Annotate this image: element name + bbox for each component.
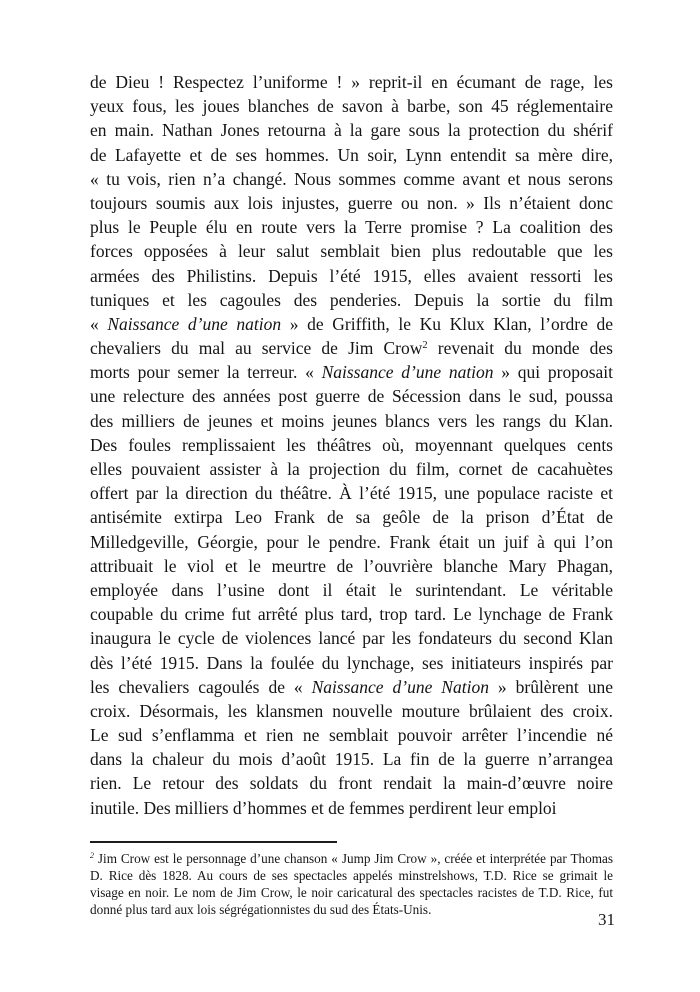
main-paragraph [90, 70, 613, 820]
text-line: des milliers de jeunes et moins jeunes blancs vers les rangs du Klan. [90, 410, 613, 431]
text-line: yeux fous, les joues blanches de savon à barbe, son 45 réglementaire [90, 96, 613, 117]
text-line: dès l’été 1915. Dans la foulée du lynchage, ses initiateurs inspirés par [90, 652, 613, 673]
text-line: Milledgeville, Géorgie, pour le pendre. Frank était un juif à qui l’on [90, 531, 613, 552]
text-line: donné plus tard aux lois ségrégationnistes du sud des États-Unis. [90, 902, 432, 918]
text-line: « Naissance d’une nation » de Griffith, le Ku Klux Klan, l’ordre de [90, 313, 614, 334]
text-line: « tu vois, rien n’a changé. Nous sommes comme avant et nous serons [90, 168, 613, 189]
text-line: attribuait le viol et le meurtre de l’ouvrière blanche Mary Phagan, [90, 555, 613, 576]
text-line: employée dans l’usine dont il était le surintendant. Le véritable [90, 579, 613, 600]
text-line: inutile. Des milliers d’hommes et de femmes perdirent leur emploi [90, 797, 557, 818]
text-line: forces opposées à leur salut semblait bien plus redoutable que les [90, 241, 613, 262]
footnote [90, 850, 613, 919]
text-line: de Dieu ! Respectez l’uniforme ! » reprit-il en écumant de rage, les [90, 72, 613, 92]
text-line: elles pouvaient assister à la projection du film, cornet de cacahuètes [90, 459, 613, 479]
text-line: offert par la direction du théâtre. À l’été 1915, une populace raciste et [90, 483, 613, 504]
text-line: rien. Le retour des soldats du front rendait la main-d’œuvre noire [90, 773, 613, 794]
text-line: plus le Peuple élu en route vers la Terre promise ? La coalition des [90, 217, 613, 238]
text-line: de Lafayette et de ses hommes. Un soir, Lynn entendit sa mère dire, [90, 144, 613, 165]
text-line: les chevaliers cagoulés de « Naissance d’une Nation » brûlèrent une [90, 676, 614, 697]
text-line: une relecture des années post guerre de Sécession dans le sud, poussa [90, 386, 613, 407]
text-line: coupable du crime fut arrêté plus tard, trop tard. Le lynchage de Frank [90, 604, 613, 625]
text-line: visage en noir. Le nom de Jim Crow, le noir caricatural des spectacles racistes de T.D. Rice, fut [90, 885, 613, 901]
footnote-separator [90, 841, 337, 843]
text-line: en main. Nathan Jones retourna à la gare sous la protection du shérif [90, 120, 613, 141]
text-line: antisémite extirpa Leo Frank de sa geôle de la prison d’État de [90, 507, 613, 528]
text-line: chevaliers du mal au service de Jim Crow$^2$ revenait du monde des [90, 338, 613, 359]
text-line: inaugura le cycle de violences lancé par les fondateurs du second Klan [90, 628, 613, 649]
text-line: $^2$ Jim Crow est le personnage d’une chanson « Jump Jim Crow », créée et interprétée par Thomas [90, 850, 613, 866]
text-line: Des foules remplissaient les théâtres où, moyennant quelques cents [90, 434, 613, 455]
text-line: dans la chaleur du mois d’août 1915. La fin de la guerre n’arrangea [90, 749, 613, 770]
text-line: armées des Philistins. Depuis l’été 1915, elles avaient ressorti les [90, 265, 613, 286]
text-line: toujours soumis aux lois injustes, guerre ou non. » Ils n’étaient donc [90, 192, 613, 213]
text-line: morts pour semer la terreur. « Naissance d’une nation » qui proposait [90, 362, 613, 383]
text-line: Le sud s’enflamma et rien ne semblait pouvoir arrêter l’incendie né [90, 725, 613, 746]
page-number: 31 [598, 910, 615, 929]
text-line: D. Rice dès 1828. Au cours de ses spectacles appelés minstrelshows, T.D. Rice se grimait le [90, 868, 613, 884]
text-line: tuniques et les cagoules des penderies. Depuis la sortie du film [90, 289, 613, 310]
text-line: croix. Désormais, les klansmen nouvelle mouture brûlaient des croix. [90, 700, 613, 721]
